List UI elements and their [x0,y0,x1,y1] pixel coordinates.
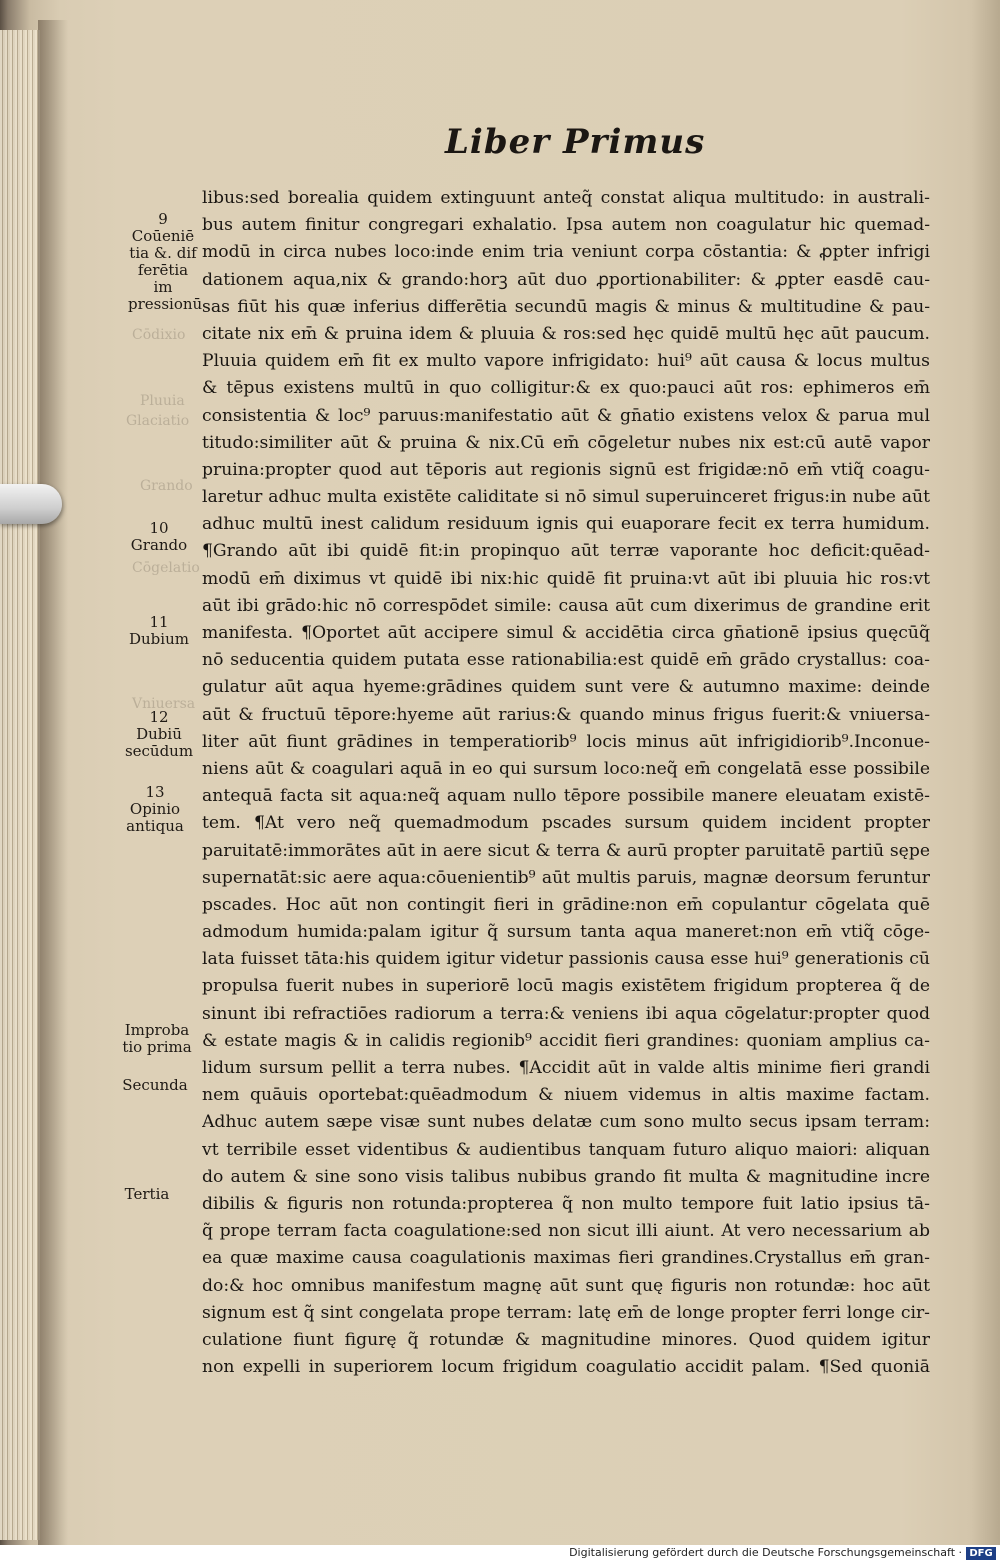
main-text-block [202,185,930,1381]
text-line: do autem & sine sono visis talibus nubibus grando fit multa & magnitudine incre [202,1166,930,1187]
text-line: adhuc multū inest calidum residuum ignis qui euaporare fecit ex terra humidum. [202,514,930,535]
text-line: admodum humida:palam igitur q̃ sursum tanta aqua maneret:non em̄ vtiq̃ cōge- [202,922,930,943]
text-line: aūt & fructuū tēpore:hyeme aūt rarius:& quando minus frigus fuerit:& vniuersa- [202,704,930,725]
text-line: nem quāuis oportebat:quēadmodum & niuem videmus in altis maxime factam. [202,1085,930,1106]
footer-credit: Digitalisierung gefördert durch die Deutsche Forschungsgemeinschaft · [569,1546,962,1559]
text-line: gulatur aūt aqua hyeme:grādines quidem sunt vere & autumno maxime: deinde [202,677,930,698]
text-line: non expelli in superiorem locum frigidum coagulatio accidit palam. ¶Sed quoniā [202,1357,930,1378]
margin-note-9 [128,210,203,313]
margin-note-line: Opinio [129,800,181,818]
text-line: sinunt ibi refractiōes radiorum a terra:& veniens ibi aqua cōgelatur:propter quod [202,1003,930,1024]
ghost-note-2: Pluuia [140,393,185,409]
text-line: manifesta. ¶Oportet aūt accipere simul & accidētia circa gn̄ationē ipsius quęcūq̃ [202,623,930,643]
text-line: laretur adhuc multa existēte caliditate si nō simul superuinceret frigus:in nube aūt [202,487,930,508]
margin-note-secunda [120,1077,190,1094]
text-line: signum est q̃ sint congelata prope terram: latę em̄ de longe propter ferri longe cir- [202,1302,930,1323]
margin-note-line: tia &. dif [129,244,197,262]
margin-note-line: 11 [149,613,169,631]
margin-note-13 [120,784,190,835]
text-line: modū in circa nubes loco:inde enim tria veniunt corpa cōstantia: & ꝓpter infrigi [202,242,930,263]
text-line: dibilis & figuris non rotunda:propterea q̃ non multo tempore fuit latio ipsius tā- [202,1193,930,1214]
margin-note-11 [124,614,194,648]
text-line: tem. ¶At vero neq̃ quemadmodum pscades sursum quidem incident propter [202,813,930,834]
margin-note-line: Secunda [122,1076,188,1094]
text-line: consistentia & loc⁹ paruus:manifestatio aūt & gn̄atio existens velox & parua mul [202,405,930,426]
text-line: pruina:propter quod aut tēporis aut regionis signū est frigidæ:nō em̄ vtiq̃ coagu- [202,459,930,480]
text-line: nō seducentia quidem putata esse rationabilia:est quidē em̄ grādo crystallus: coa- [202,650,930,671]
ghost-note-5: Cōgelatio [132,560,200,576]
text-line: antequā facta sit aqua:neq̃ aquam nullo tēpore possibile manere eleuatam existē- [202,786,930,807]
margin-note-line: Grando [130,536,188,554]
text-line: propulsa fuerit nubes in superiorē locū magis existētem frigidum propterea q̃ de [202,976,930,997]
margin-note-line: 9 [158,210,168,228]
text-line: pscades. Hoc aūt non contingit fieri in grādine:non em̄ copulantur cōgelata quē [202,894,930,915]
page-heading: Liber Primus [445,122,706,162]
text-line: bus autem finitur congregari exhalatio. Ipsa autem non coagulatur hic quemad- [202,215,930,236]
margin-note-tertia [112,1186,182,1203]
text-line: & tēpus existens multū in quo colligitur:& ex quo:pauci aūt ros: ephimeros em̄ [202,378,930,399]
margin-note-line: ferētia im [137,261,189,296]
margin-note-line: Dubiū [136,725,182,743]
text-line: lata fuisset tāta:his quidem igitur videtur passionis causa esse hui⁹ generationis cū [202,949,930,970]
text-line: do:& hoc omnibus manifestum magnę aūt sunt quę figuris non rotundæ: hoc aūt [202,1275,930,1296]
margin-note-line: 12 [149,708,169,726]
text-line: libus:sed borealia quidem extinguunt anteq̃ constat aliqua multitudo: in australi- [202,188,930,208]
margin-note-12 [124,709,194,760]
margin-note-line: 10 [149,519,169,537]
text-line: & estate magis & in calidis regionib⁹ accidit fieri grandines: quoniam amplius ca- [202,1030,930,1051]
text-line: paruitatē:immorātes aūt in aere sicut & terra & aurū propter paruitatē partiū sępe [202,840,930,861]
margin-note-line: Improba [124,1021,190,1039]
margin-note-line: antiqua [126,817,184,835]
text-line: q̃ prope terram facta coagulatione:sed non sicut illi aiunt. At vero necessarium ab [202,1221,930,1242]
text-line: modū em̄ diximus vt quidē ibi nix:hic quidē fit pruina:vt aūt ibi pluuia hic ros:vt [202,568,930,589]
text-line: niens aūt & coagulari aquā in eo qui sursum loco:neq̃ em̄ congelatā esse possibile [202,758,930,779]
footer-bar [0,1545,1000,1563]
margin-note-10 [124,520,194,554]
text-line: aūt ibi grādo:hic nō correspōdet simile: causa aūt cum dixerimus de grandine erit [202,595,930,616]
book-page-edges [0,30,40,1540]
margin-note-line: tio prima [122,1038,192,1056]
text-line: Pluuia quidem em̄ fit ex multo vapore infrigidato: hui⁹ aūt causa & locus multus [202,351,930,372]
ghost-note-3: Glaciatio [126,413,190,429]
text-line: lidum sursum pellit a terra nubes. ¶Accidit aūt in valde altis minime fieri grandi [202,1058,930,1078]
ghost-note-6: Vniuersa [132,696,196,712]
text-line: sas fiūt his quæ inferius differētia secundū magis & minus & multitudine & pau- [202,296,930,317]
text-line: liter aūt fiunt grādines in temperatiorib⁹ locis minus aūt infrigidiorib⁹.Inconue- [202,731,930,752]
margin-note-line: Coūeniē [131,227,195,245]
text-line: ¶Grando aūt ibi quidē fit:in propinquo aūt terræ vaporante hoc deficit:quēad- [202,541,930,562]
margin-note-line: pressionū [128,295,203,313]
book-clasp [0,484,62,524]
margin-note-line: secūdum [124,742,194,760]
text-line: titudo:similiter aūt & pruina & nix.Cū em̄ cōgeletur nubes nix est:cū autē vapor [202,432,930,453]
margin-note-line: 13 [145,783,165,801]
ghost-note-1: Cōdixio [132,327,186,343]
text-line: citate nix em̄ & pruina idem & pluuia & ros:sed hęc quidē multū hęc aūt paucum. [202,323,930,344]
text-line: supernatāt:sic aere aqua:cōuenientib⁹ aūt multis paruis, magnæ deorsum feruntur [202,867,930,888]
text-line: Adhuc autem sæpe visæ sunt nubes delatæ cum sono multo secus ipsam terram: [202,1112,930,1133]
margin-note-line: Tertia [124,1185,170,1203]
text-line: culatione fiunt figurę q̃ rotundæ & magnitudine minores. Quod quidem igitur [202,1329,930,1350]
ghost-note-4: Grando [140,478,193,494]
dfg-logo: DFG [966,1547,996,1560]
text-line: vt terribile esset videntibus & audientibus tanquam futuro aliquo maiori: aliquan [202,1139,930,1160]
margin-note-improbatio [122,1022,192,1056]
gutter-shadow [38,20,68,1545]
text-line: dationem aqua,nix & grando:horꝫ aūt duo ꝓportionabiliter: & ꝓpter easdē cau- [202,269,930,290]
text-line: ea quæ maxime causa coagulationis maximas fieri grandines.Crystallus em̄ gran- [202,1248,930,1269]
margin-note-line: Dubium [129,630,189,648]
